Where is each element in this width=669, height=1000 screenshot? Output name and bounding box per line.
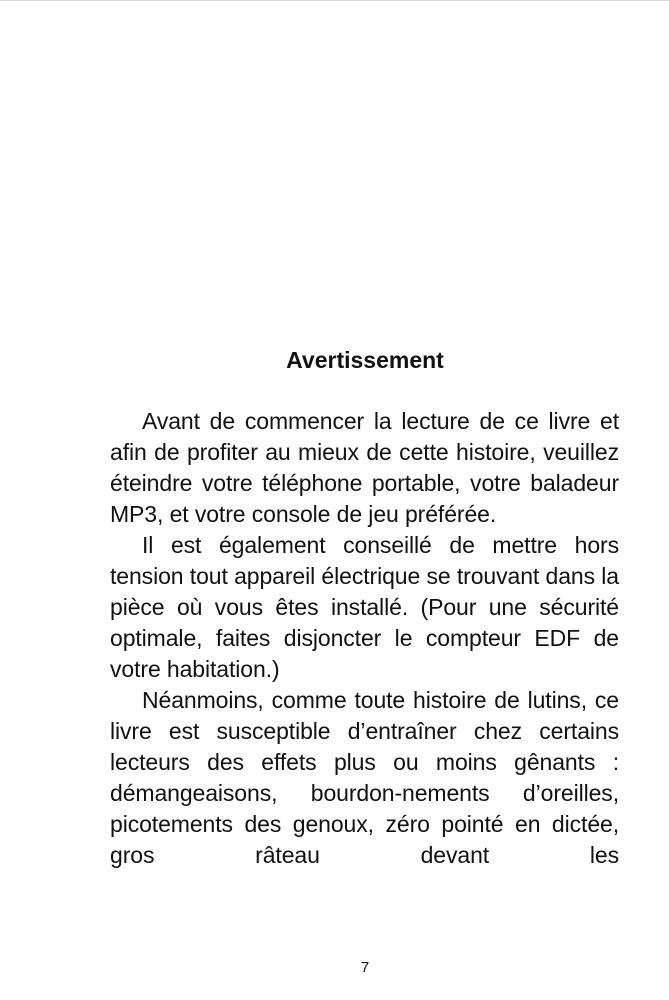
body-text bbox=[110, 406, 619, 871]
paragraph-1: Avant de commencer la lecture de ce livre et afin de profiter au mieux de cette histoire, veuillez éteindre votre téléphone portable, votre baladeur MP3, et votre console de jeu préférée. bbox=[110, 408, 619, 527]
paragraph-3: Néanmoins, comme toute histoire de lutins, ce livre est susceptible d’entraîner chez certains lecteurs des effets plus ou moins gênants : démangeaisons, bourdon-nements d’oreilles, picotements des genoux, zéro pointé en dictée, gros râteau devant les bbox=[110, 687, 619, 868]
page-top-edge bbox=[0, 0, 669, 1]
paragraph-2: Il est également conseillé de mettre hors tension tout appareil électrique se trouvant dans la pièce où vous êtes installé. (Pour une sécurité optimale, faites disjoncter le compteur EDF de votre habitation.) bbox=[110, 532, 619, 682]
page-title: Avertissement bbox=[286, 347, 444, 373]
page-number: 7 bbox=[360, 959, 370, 976]
